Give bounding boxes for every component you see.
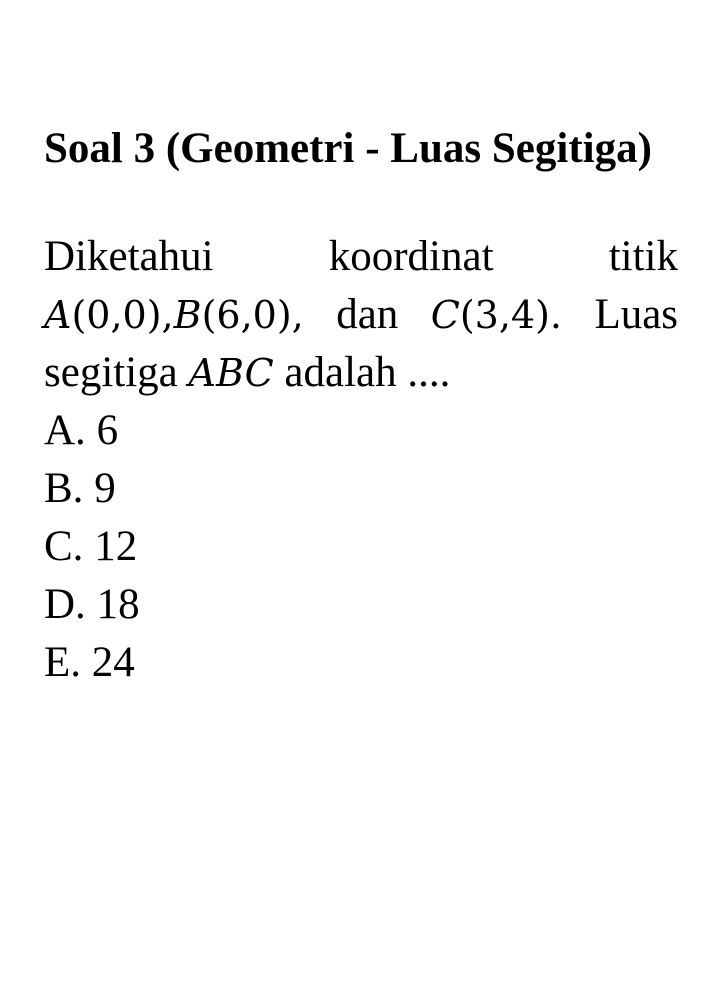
conjunction-text: dan xyxy=(336,291,399,338)
option-c[interactable] xyxy=(44,518,678,576)
option-letter: C. xyxy=(44,523,84,570)
prompt-before: Luas segitiga xyxy=(44,291,679,396)
answer-options xyxy=(44,402,678,692)
option-d[interactable] xyxy=(44,576,678,634)
option-letter: A. xyxy=(44,407,86,454)
triangle-name: ABC xyxy=(188,351,274,395)
option-letter: B. xyxy=(44,465,84,512)
option-b[interactable] xyxy=(44,460,678,518)
option-value: 9 xyxy=(94,465,116,512)
prompt-after: adalah .... xyxy=(284,349,451,396)
option-a[interactable] xyxy=(44,402,678,460)
option-value: 24 xyxy=(91,639,135,686)
option-letter: D. xyxy=(44,581,86,628)
point-b-name: B xyxy=(173,293,202,337)
point-c-coords: (3,4). xyxy=(459,293,562,337)
point-b-coords: (6,0), xyxy=(201,293,304,337)
question-intro: Diketahui koordinat titik xyxy=(44,233,678,280)
point-c-name: C xyxy=(430,293,460,337)
option-value: 6 xyxy=(96,407,119,454)
point-a-name: A xyxy=(44,293,72,337)
document-page xyxy=(44,120,678,692)
option-value: 18 xyxy=(96,581,140,628)
option-value: 12 xyxy=(94,523,138,570)
question-text xyxy=(44,228,678,402)
problem-title: Soal 3 (Geometri - Luas Segitiga) xyxy=(44,125,652,172)
option-letter: E. xyxy=(44,639,82,686)
option-e[interactable] xyxy=(44,634,678,692)
point-a-coords: (0,0), xyxy=(71,293,174,337)
